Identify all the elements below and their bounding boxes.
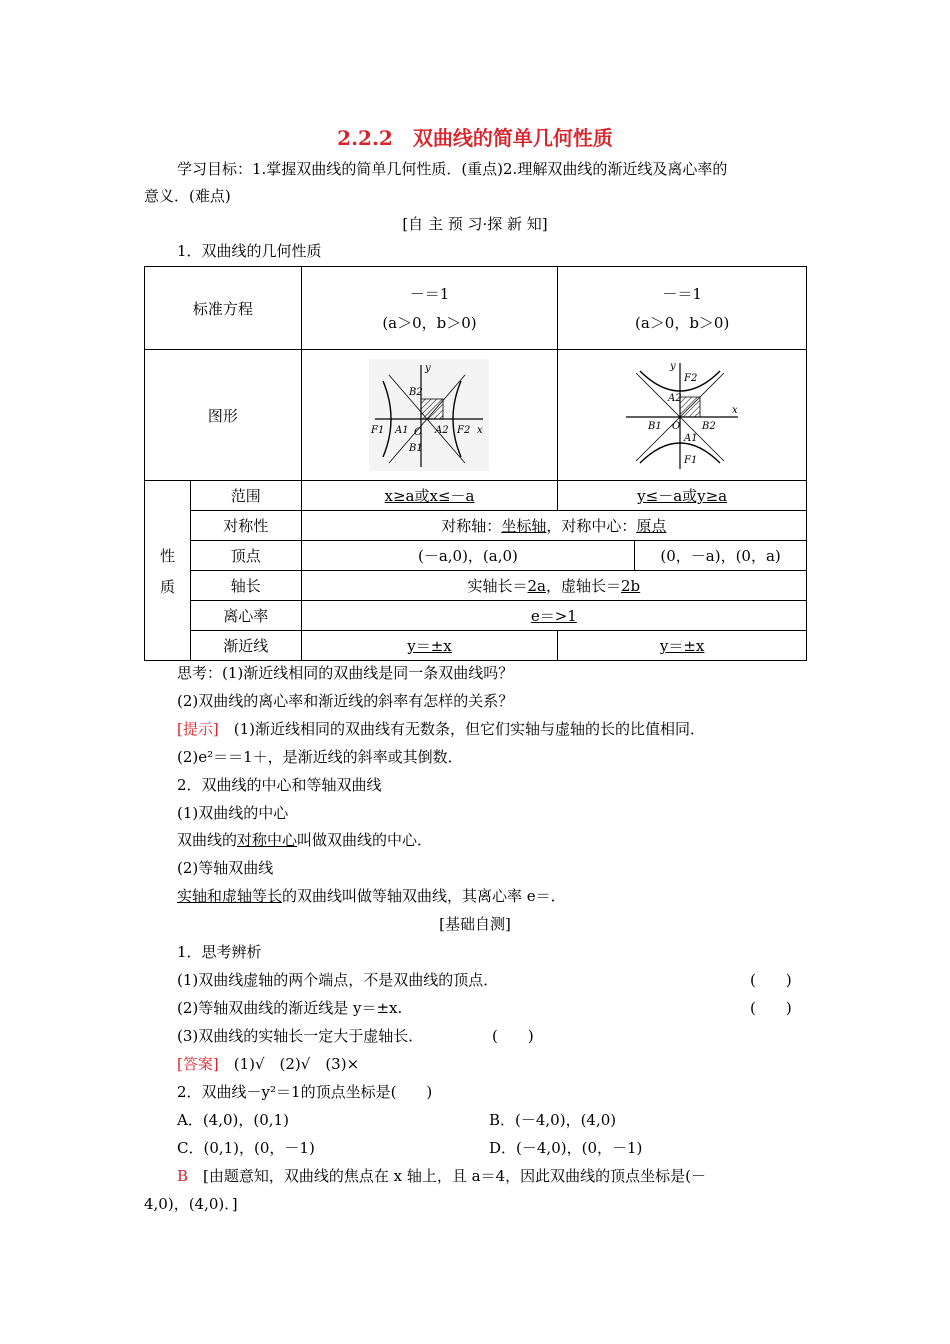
answer-tag: [答案]: [177, 1055, 219, 1073]
svg-text:B1: B1: [409, 443, 424, 454]
eccentricity-value: e＝>1: [301, 601, 806, 631]
eccentricity-label: 离心率: [190, 601, 301, 631]
hyperbola-y-figure: [622, 359, 742, 471]
q1-heading: 1．思考辨析: [177, 943, 262, 961]
section-header: [自 主 预 习·探 新 知]: [402, 215, 548, 233]
svg-text:A1: A1: [395, 425, 410, 436]
q1-item-1: (1)双曲线虚轴的两个端点，不是双曲线的顶点．: [177, 971, 499, 989]
q1-blank-3: ( ): [492, 1027, 534, 1045]
option-d: D．(－4,0)，(0，－1): [489, 1139, 643, 1157]
equilateral-definition: 实轴和虚轴等长的双曲线叫做等轴双曲线，其离心率 e＝．: [177, 887, 566, 905]
asymptote-value-2: y＝±x: [558, 631, 807, 661]
solution-line-2: 4,0)，(4,0)．]: [144, 1195, 238, 1213]
vertex-value-1: (－a,0)，(a,0): [301, 541, 635, 571]
axis-length-value: 实轴长＝2a，虚轴长＝2b: [301, 571, 806, 601]
axis-length-label: 轴长: [190, 571, 301, 601]
learning-goal-line1: 学习目标：1.掌握双曲线的简单几何性质．(重点)2.理解双曲线的渐近线及离心率的: [177, 160, 728, 178]
svg-text:F2: F2: [684, 373, 698, 384]
solution-letter: B: [177, 1167, 189, 1185]
page-title: 2.2.2 双曲线的简单几何性质: [337, 126, 613, 150]
figure-cell-2: [558, 350, 807, 481]
property-label: 性 质: [145, 481, 191, 661]
section2-heading: 2．双曲线的中心和等轴双曲线: [177, 776, 382, 794]
figure-label: 图形: [145, 350, 302, 481]
svg-text:F2: F2: [457, 425, 471, 436]
basic-test-header: [基础自测]: [439, 915, 511, 933]
section2-sub2: (2)等轴双曲线: [177, 859, 274, 877]
q1-item-2: (2)等轴双曲线的渐近线是 y＝±x.: [177, 999, 403, 1017]
asymptote-value-1: y＝±x: [301, 631, 558, 661]
section2-sub1: (1)双曲线的中心: [177, 804, 289, 822]
svg-text:A2: A2: [435, 425, 450, 436]
range-value-1: x≥a或x≤－a: [301, 481, 558, 511]
q1-blank-1: ( ): [750, 971, 792, 989]
symmetry-value: 对称轴：坐标轴，对称中心：原点: [301, 511, 806, 541]
svg-text:A1: A1: [684, 433, 698, 444]
vertex-value-2: (0，－a)，(0，a): [635, 541, 807, 571]
symmetry-label: 对称性: [190, 511, 301, 541]
hint-2: (2)e²＝＝1＋，是渐近线的斜率或其倒数．: [177, 748, 463, 766]
range-value-2: y≤－a或y≥a: [558, 481, 807, 511]
svg-text:O: O: [414, 427, 423, 438]
center-definition: 双曲线的对称中心叫做双曲线的中心．: [177, 831, 433, 849]
q1-blank-2: ( ): [750, 999, 792, 1017]
think-question-2: (2)双曲线的离心率和渐近线的斜率有怎样的关系？: [177, 692, 514, 710]
hint-tag: [提示]: [177, 720, 219, 738]
svg-text:O: O: [672, 421, 681, 432]
hint-1: [提示] (1)渐近线相同的双曲线有无数条，但它们实轴与虚轴的长的比值相同．: [177, 720, 705, 738]
section1-heading: 1．双曲线的几何性质: [177, 242, 322, 260]
svg-text:y: y: [670, 361, 676, 372]
option-b: B．(－4,0)，(4,0): [489, 1111, 617, 1129]
think-question-1: 思考：(1)渐近线相同的双曲线是同一条双曲线吗？: [177, 664, 514, 682]
svg-text:x: x: [732, 405, 738, 416]
svg-text:y: y: [425, 363, 432, 374]
std-eq-cell-2: －＝1 (a＞0，b＞0): [558, 267, 807, 350]
svg-text:F1: F1: [684, 455, 698, 466]
q2-stem: 2．双曲线－y²＝1的顶点坐标是( ): [177, 1083, 433, 1101]
learning-goal-line2: 意义．(难点): [144, 187, 231, 205]
option-c: C．(0,1)，(0，－1): [177, 1139, 315, 1157]
q1-item-3: (3)双曲线的实轴长一定大于虚轴长．: [177, 1027, 424, 1045]
std-eq-label: 标准方程: [145, 267, 302, 350]
svg-text:x: x: [477, 425, 484, 436]
svg-text:B1: B1: [648, 421, 662, 432]
vertex-label: 顶点: [190, 541, 301, 571]
option-a: A．(4,0)，(0,1): [177, 1111, 289, 1129]
range-label: 范围: [190, 481, 301, 511]
std-eq-cell-1: －＝1 (a＞0，b＞0): [301, 267, 558, 350]
svg-text:A2: A2: [668, 393, 682, 404]
figure-cell-1: [301, 350, 558, 481]
asymptote-label: 渐近线: [190, 631, 301, 661]
solution-line-1: B [由题意知，双曲线的焦点在 x 轴上，且 a＝4，因此双曲线的顶点坐标是(－: [177, 1167, 706, 1185]
answer-line: [答案] (1)√ (2)√ (3)×: [177, 1055, 360, 1073]
svg-text:F1: F1: [371, 425, 385, 436]
hyperbola-x-figure: [369, 359, 489, 471]
svg-text:B2: B2: [702, 421, 716, 432]
properties-table: [144, 266, 807, 661]
svg-text:B2: B2: [409, 387, 424, 398]
